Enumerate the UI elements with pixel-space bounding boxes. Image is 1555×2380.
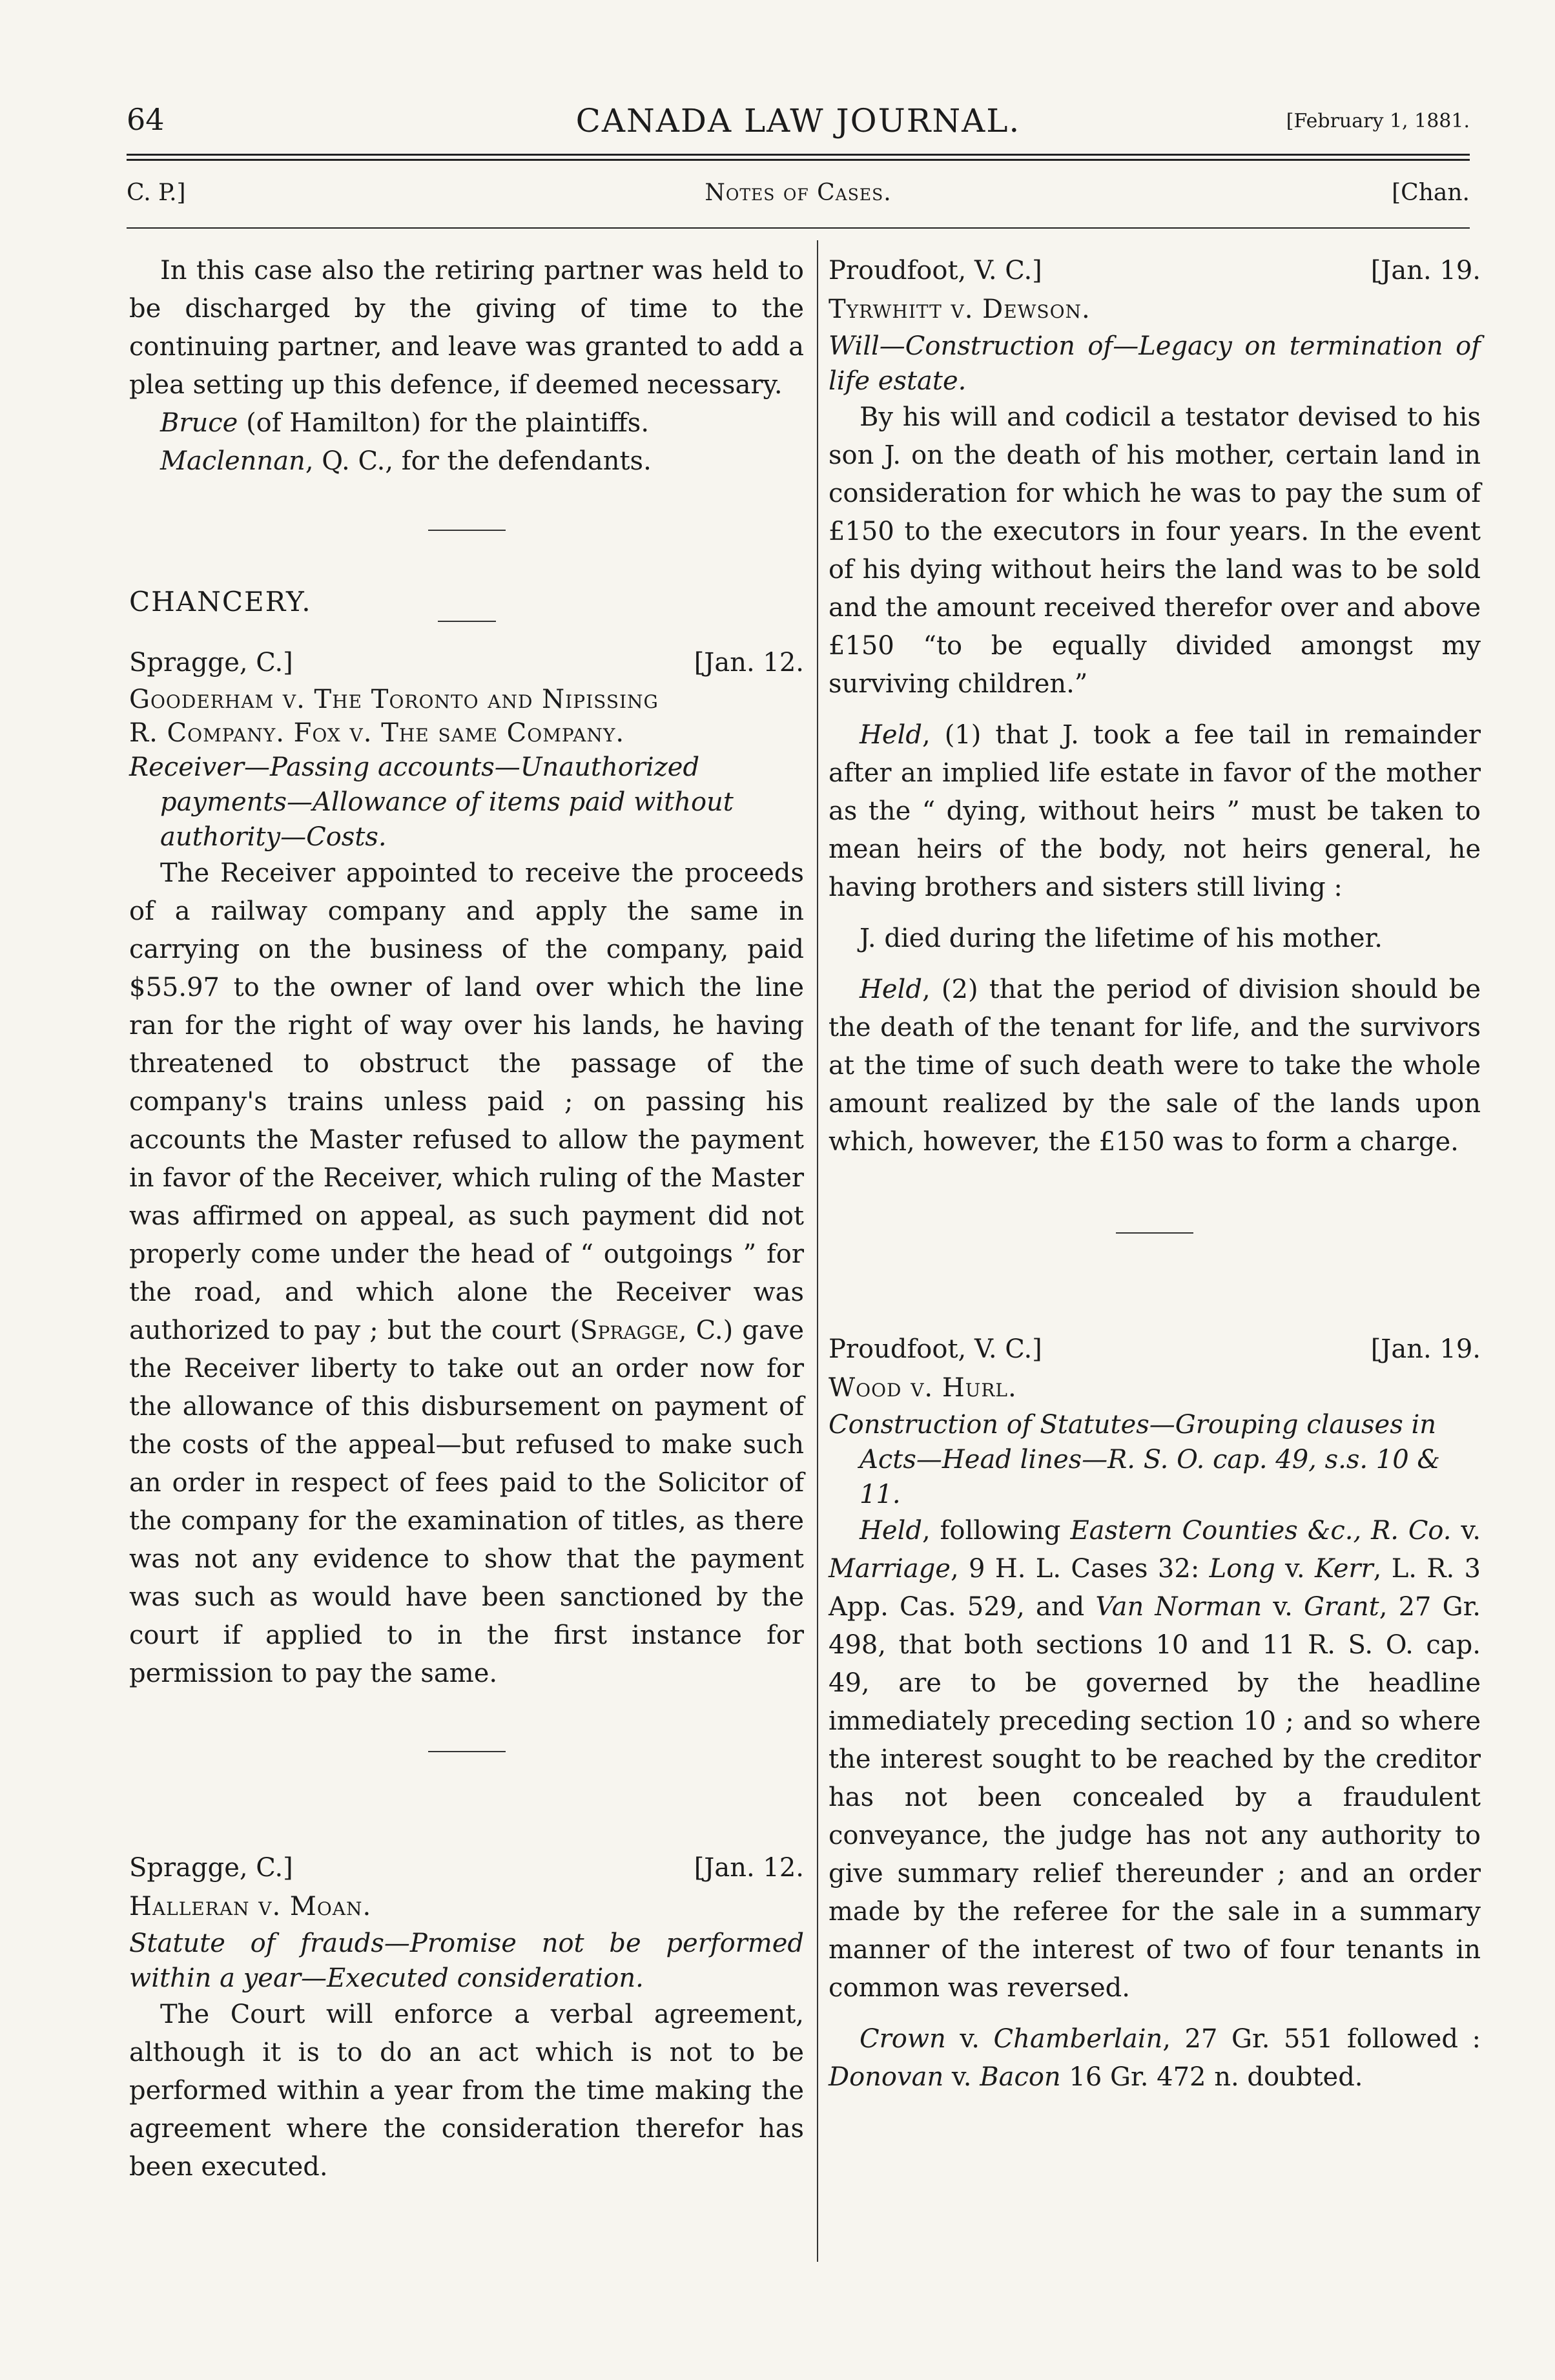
case-body: Held, following Eastern Counties &c., R. Co. v. Marriage, 9 H. L. Cases 32: Long v. Kerr, L. R. 3 App. Cas. 529, and Van Norman v. Grant, 27 Gr. 498, that both sections 10 and 11 R. S. O. cap. 49, are to be governed by the headline immediately preceding section 10 ; and so where the interest sought to be reached by the creditor has not been concealed by a fraudulent conveyance, the judge has not any authority to give summary relief thereunder ; and an order made by the referee for the sale in a summary manner of the interest of two of four tenants in common was reversed.	[829, 1516, 1481, 2003]
case-title: Wood v. Hurl.	[829, 1373, 1017, 1403]
separator-rule	[1116, 1232, 1193, 1234]
counsel-name: Bruce	[160, 408, 238, 438]
judge-name: Proudfoot, V. C.]	[829, 1334, 1042, 1364]
judge-name: Spragge, C.]	[129, 1853, 293, 1883]
right-column	[829, 252, 1481, 2096]
case-title: Halleran v. Moan.	[129, 1892, 372, 1921]
case-judge-row	[829, 1330, 1481, 1369]
case-title: Tyrwhitt v. Dewson.	[829, 295, 1091, 324]
case-paragraph: J. died during the lifetime of his mother.	[860, 924, 1383, 953]
counsel-name: Maclennan	[160, 446, 305, 476]
separator-rule	[428, 1751, 506, 1752]
issue-date: [February 1, 1881.	[1286, 110, 1470, 132]
case-date: [Jan. 12.	[694, 648, 804, 678]
top-rule	[127, 154, 1470, 156]
case-judge-row	[129, 1849, 804, 1888]
left-column	[129, 252, 804, 2186]
judge-name: Proudfoot, V. C.]	[829, 256, 1042, 285]
case-body: The Receiver appointed to receive the proceeds of a railway company and apply the same in carrying on the business of the company, paid $55.97 to the owner of land over which the line ran for the right of way over his lands, he having threatened to obstruct the passage of the company's trains unless paid ; on passing his accounts the Master refused to allow the payment in favor of the Receiver, which ruling of the Master was affirmed on appeal, as such payment did not properly come under the head of “ outgoings ” for the road, and which alone the Receiver was authorized to pay ; but the court (Spragge, C.) gave the Receiver liberty to take out an order now for the allowance of this disbursement on payment of the costs of the appeal—but refused to make such an order in respect of fees paid to the Solicitor of the company for the examination of titles, as there was not any evidence to show that the payment was such as would have been sanctioned by the court if applied to in the first instance for permission to pay the same.	[129, 858, 804, 1688]
catchwords: Receiver—Passing accounts—Unauthorized payments—Allowance of items paid without authority—Costs.	[129, 752, 734, 852]
case-title: Gooderham v. The Toronto and Nipissing R. Company. Fox v. The same Company.	[129, 685, 659, 748]
case-body: The Court will enforce a verbal agreement, although it is to do an act which is not to be performed within a year from the time making the agreement where the consideration therefor has been executed.	[129, 2000, 804, 2182]
case-date: [Jan. 12.	[694, 1853, 804, 1883]
column-divider	[817, 240, 818, 2262]
counsel-line: Maclennan, Q. C., for the defendants.	[160, 446, 652, 476]
separator-rule	[438, 621, 496, 622]
held-label: Held	[860, 975, 922, 1004]
case-date: [Jan. 19.	[1370, 1334, 1481, 1364]
section-head	[127, 176, 1470, 212]
journal-title: CANADA LAW JOURNAL.	[575, 102, 1021, 140]
held-label: Held	[860, 720, 922, 750]
section-head-left: C. P.]	[127, 180, 186, 206]
case-paragraph: Held, (2) that the period of division should be the death of the tenant for life, and the survivors at the time of such death were to take the whole amount realized by the sale of the lands upon which, however, the £150 was to form a charge.	[829, 975, 1481, 1157]
catchwords: Statute of frauds—Promise not be performed within a year—Executed consideration.	[129, 1929, 804, 1993]
section-rule	[127, 227, 1470, 229]
court-heading: CHANCERY.	[129, 586, 312, 617]
running-head	[127, 96, 1470, 147]
judge-name: Spragge, C.]	[129, 648, 293, 678]
separator-rule	[428, 530, 506, 531]
held-label: Held	[860, 1516, 922, 1546]
case-paragraph: By his will and codicil a testator devised to his son J. on the death of his mother, certain land in consideration for which he was to pay the sum of £150 to the executors in four years. In the event of his dying without heirs the land was to be sold and the amount received therefor over and above £150 “to be equally divided amongst my surviving children.”	[829, 402, 1481, 699]
section-head-right: [Chan.	[1392, 180, 1470, 206]
case-paragraph: Held, (1) that J. took a fee tail in remainder after an implied life estate in favor of the mother as the “ dying, without heirs ” must be taken to mean heirs of the body, not heirs general, he having brothers and sisters still living :	[829, 720, 1481, 902]
section-head-center: Notes of Cases.	[705, 180, 892, 206]
page-number: 64	[127, 102, 165, 137]
case-judge-row	[829, 252, 1481, 291]
case-paragraph: Crown v. Chamberlain, 27 Gr. 551 followed : Donovan v. Bacon 16 Gr. 472 n. doubted.	[829, 2024, 1481, 2092]
counsel-line: Bruce (of Hamilton) for the plaintiffs.	[160, 408, 650, 438]
case-date: [Jan. 19.	[1370, 256, 1481, 285]
catchwords: Construction of Statutes—Grouping clauses in Acts—Head lines—R. S. O. cap. 49, s.s. 10 & 11.	[829, 1410, 1441, 1509]
catchwords: Will—Construction of—Legacy on termination of life estate.	[829, 331, 1481, 396]
case-judge-row	[129, 644, 804, 683]
continued-paragraph: In this case also the retiring partner was held to be discharged by the giving of time to the continuing partner, and leave was granted to add a plea setting up this defence, if deemed necessary.	[129, 256, 804, 400]
top-rule-double	[127, 159, 1470, 161]
